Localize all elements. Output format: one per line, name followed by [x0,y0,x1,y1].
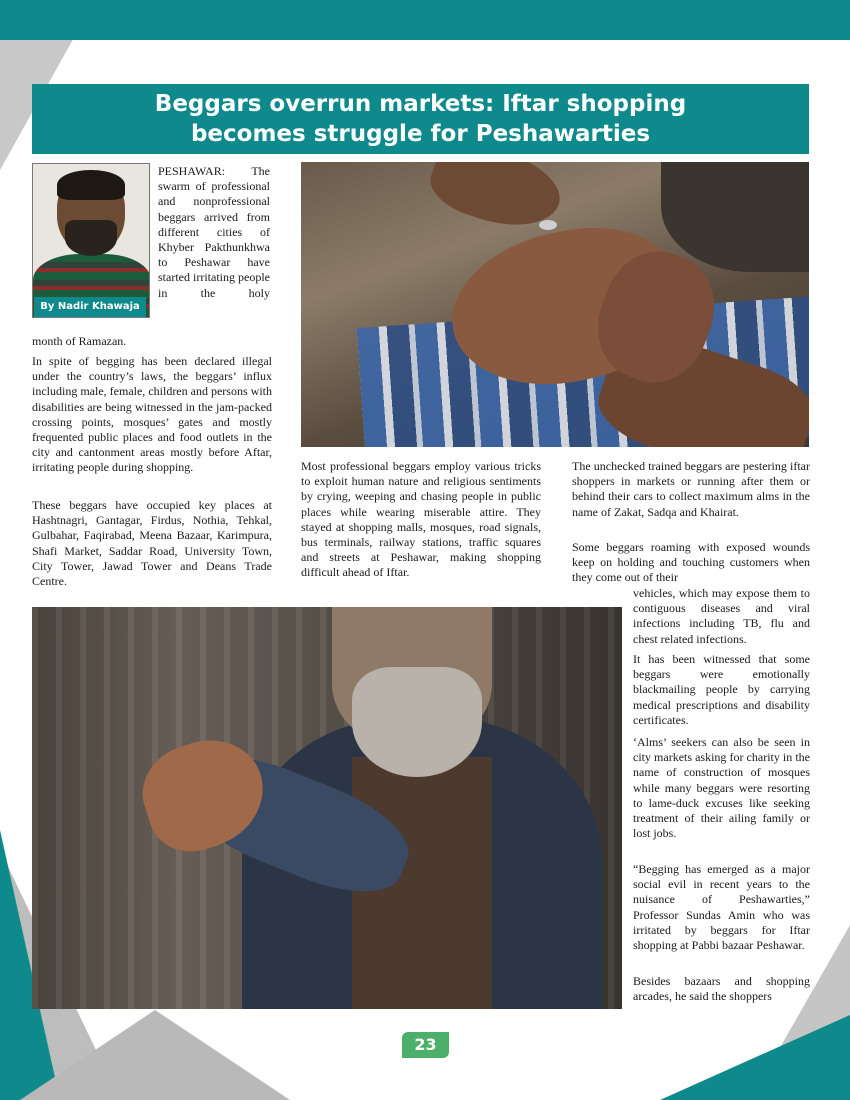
photo-man-beard [352,667,482,777]
paragraph-wounds: Some beggars roaming with exposed wounds keep on holding and touching customers when they come out of their [572,540,810,585]
photo-hands-alms [301,162,809,447]
paragraph-influx: In spite of begging has been declared illegal under the country’s laws, the beggars’ influx including male, female, children and persons with disabilities are being witnessed in the jam-packed crossing points, mosques’ gates and mostly frequented public places and food outlets in the city and cantonment areas mostly before Aftar, irritating people during shopping. [32,354,272,475]
headline: Beggars overrun markets: Iftar shopping becomes struggle for Peshawarties [154,91,687,147]
author-photo [32,163,150,318]
paragraph-locations: These beggars have occupied key places at Hashtnagri, Gantagar, Firdus, Nothia, Tehkal, Gulbahar, Faqirabad, Meena Bazaar, Karimpura, Shafi Market, Saddar Road, University Town, City Tower, Jawad Tower and Deans Trade Centre. [32,498,272,589]
photo-old-man-begging [32,607,622,1009]
paragraph-bazaars: Besides bazaars and shopping arcades, he said the shoppers [633,974,810,1004]
bottom-triangle-grey [20,1010,290,1100]
paragraph-unchecked: The unchecked trained beggars are pestering iftar shoppers in markets or running after them or behind their cars to collect maximum alms in the name of Zakat, Sadqa and Khairat. [572,459,810,519]
paragraph-wounds-cont: vehicles, which may expose them to contiguous diseases and viral infections including TB, flu and chest related infections. [633,586,810,646]
photo-background-object [661,162,809,272]
author-byline: By Nadir Khawaja [34,297,146,317]
headline-banner [32,84,809,154]
corner-triangle-bottom-right-teal [660,1015,850,1100]
paragraph-quote: “Begging has emerged as a major social evil in recent years to the nuisance of Peshawarties,” Professor Sundas Amin who was irritated by beggars for Iftar shopping at Pabbi bazaar Peshawar. [633,862,810,953]
intro-paragraph: PESHAWAR: The swarm of professional and nonprofessional beggars arrived from different cities of Khyber Pakthunkhwa to Peshawar have started irritating people in the holy [158,164,270,300]
paragraph-blackmail: It has been witnessed that some beggars were emotionally blackmailing people by carrying medical prescriptions and disability certificates. [633,652,810,727]
author-hair [57,170,125,200]
top-teal-bar [0,0,850,40]
paragraph-tricks: Most professional beggars employ various tricks to exploit human nature and religious sentiments by crying, weeping and chasing people in public places while wearing miserable attire. They stayed at shopping malls, mosques, road signals, bus terminals, railway stations, traffic squares and streets at Peshawar, making shopping difficult ahead of Iftar. [301,459,541,580]
author-beard [65,220,117,256]
paragraph-alms-seekers: ‘Alms’ seekers can also be seen in city markets asking for charity in the name of construction of mosques while many beggars were resorting to lame-duck excuses like seeking treatment of their ailing family or lost jobs. [633,735,810,841]
intro-paragraph-end: month of Ramazan. [32,334,127,348]
page-number: 23 [402,1032,449,1058]
photo-coin [539,220,557,230]
